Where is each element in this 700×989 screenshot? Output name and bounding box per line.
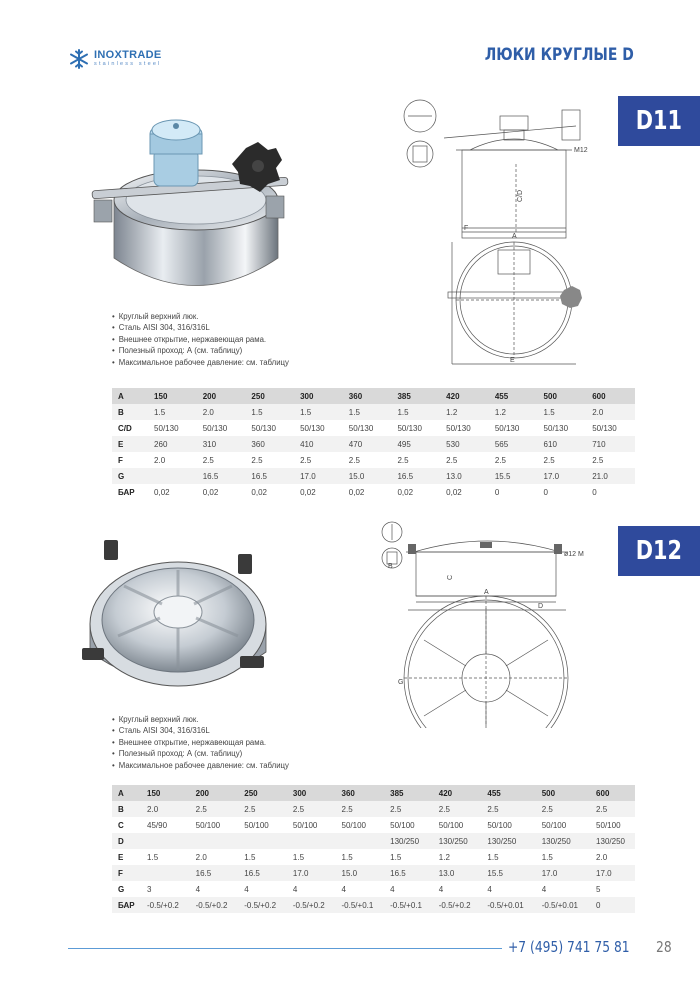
row-label-cell: G [112,468,148,484]
row-label-cell: E [118,852,124,862]
table-cell: 13.0 [440,468,489,484]
header-cell: A [112,388,148,404]
table-cell: 2.0 [154,455,166,465]
table-cell: 50/130 [300,423,325,433]
table-cell: 16.5 [245,468,294,484]
table-cell: 2.5 [202,455,214,465]
table-cell: 710 [586,436,635,452]
table-cell: 0,02 [154,487,170,497]
header-cell: 420 [433,785,482,801]
d11-technical-drawing [398,92,606,367]
table-cell: 2.5 [238,801,287,817]
table-cell: 4 [541,884,547,894]
header-cell: 150 [141,785,190,801]
table-row [112,881,635,897]
table-row [112,436,635,452]
header-cell: 500 [538,388,587,404]
list-item: • Максимальное рабочее давление: см. таблицу [112,357,289,368]
table-row [112,817,635,833]
table-cell: 2.5 [590,801,635,817]
d11-feature-list [112,311,289,368]
row-label-cell: F [118,455,123,465]
table-cell: 17.0 [536,865,590,881]
table-cell: 0,02 [397,487,414,497]
table-cell: 0,02 [446,487,462,497]
table-cell: 4 [244,884,249,894]
header-cell: 300 [287,785,336,801]
table-cell: 2.5 [251,455,263,465]
header-cell: 200 [197,388,246,404]
table-cell: 1.5 [245,404,294,420]
table-cell: -0.5/+0.2 [287,897,336,913]
list-item: • Сталь AISI 304, 316/316L [112,322,289,333]
table-cell: -0.5/+0.2 [433,897,482,913]
table-cell: 2.0 [197,404,246,420]
table-cell: 1.5 [391,404,440,420]
table-cell: 4 [292,884,298,894]
table-cell: 0,02 [300,487,316,497]
table-row [112,801,635,817]
table-cell: 130/250 [384,833,433,849]
table-cell: 13.0 [433,865,482,881]
header-cell: 360 [336,785,385,801]
table-cell: 2.5 [190,801,239,817]
list-item: • Круглый верхний люк. [112,311,289,322]
table-cell: 2.0 [596,852,608,862]
table-cell: 0 [543,487,548,497]
header-cell: 455 [481,785,535,801]
table-cell: 0,02 [202,487,219,497]
table-cell: 1.2 [440,404,489,420]
header-cell: 600 [590,785,635,801]
table-cell: 50/130 [397,423,422,433]
table-cell: 610 [538,436,587,452]
table-cell: 1.5 [292,852,305,862]
table-cell: 0 [590,897,635,913]
table-cell: 50/130 [543,423,569,433]
d12-dim-a: A [484,589,489,596]
table-cell: 50/130 [494,423,520,433]
table-cell: 3 [147,884,152,894]
table-cell: 1.5 [294,404,343,420]
d11-product-photo [86,108,306,308]
table-cell: 4 [438,884,444,894]
table-cell: 2.5 [536,801,590,817]
table-row [112,484,635,500]
row-label-cell: B [112,404,148,420]
table-cell: 2.5 [384,801,433,817]
d12-product-photo [78,524,278,708]
d11-spec-table [112,388,635,500]
list-item: • Внешнее открытие, нержавеющая рама. [112,737,289,748]
header-cell: 455 [489,388,538,404]
table-cell: 2.5 [433,801,482,817]
table-cell: 2.5 [287,801,336,817]
table-cell: -0.5/+0.1 [384,897,433,913]
table-cell: 50/130 [592,423,617,433]
table-cell: 310 [197,436,246,452]
table-row [112,404,635,420]
table-cell: 50/130 [251,423,276,433]
row-label-cell: B [112,801,141,817]
header-cell: 500 [536,785,590,801]
table-cell: 50/130 [154,423,179,433]
table-cell: 1.2 [438,852,450,862]
d12-technical-drawing [378,518,588,728]
table-header-row [112,785,635,801]
table-cell: 21.0 [586,468,635,484]
table-cell: 15.0 [343,468,392,484]
table-cell: 17.0 [590,865,635,881]
table-cell: 360 [245,436,294,452]
table-cell: 1.5 [487,852,499,862]
logo-tagline: stainless steel [94,61,162,67]
table-cell: 50/100 [244,820,269,830]
table-cell: 1.2 [489,404,538,420]
table-row [112,865,635,881]
table-cell: 4 [341,884,346,894]
table-cell: 50/100 [438,820,464,830]
table-cell: 50/100 [541,820,567,830]
d12-dim-c: C [447,574,454,580]
d12-dim-b: B [388,563,393,570]
brand-logo [68,48,162,70]
list-item: • Круглый верхний люк. [112,714,289,725]
table-cell: -0.5/+0.01 [481,897,535,913]
table-cell: 16.5 [190,865,239,881]
table-row [112,897,635,913]
d12-dim-g: G [398,679,404,686]
table-cell: 0 [592,487,597,497]
table-cell: 2.5 [336,801,385,817]
table-cell: 1.5 [390,852,402,862]
table-cell: -0.5/+0.2 [141,897,190,913]
table-cell: 1.5 [244,852,256,862]
section-tab-d12: D12 [618,526,700,576]
table-cell: 50/100 [292,820,318,830]
d12-dim-d: D [538,603,544,610]
row-label-cell: D [112,833,141,849]
header-cell: 150 [148,388,197,404]
table-cell: 2.5 [397,455,409,465]
header-cell: 385 [384,785,433,801]
table-row [112,849,635,865]
table-row [112,452,635,468]
table-cell: -0.5/+0.1 [336,897,385,913]
row-label-cell: C [118,820,124,830]
list-item: • Внешнее открытие, нержавеющая рама. [112,334,289,345]
table-cell [190,833,239,849]
row-label-cell: БАР [118,487,135,497]
d11-dim-f: F [464,225,469,232]
table-cell: 45/90 [147,820,168,830]
d11-table-body [112,404,635,500]
table-cell: 2.0 [586,404,635,420]
table-cell: 2.5 [446,455,458,465]
table-cell: 2.5 [543,455,555,465]
table-cell: 16.5 [391,468,440,484]
table-header-row [112,388,635,404]
table-cell: -0.5/+0.2 [190,897,239,913]
footer-divider [68,948,502,949]
table-cell: 5 [596,884,601,894]
table-cell: 2.5 [300,455,312,465]
row-label-cell: G [118,884,125,894]
table-cell: 4 [487,884,492,894]
table-cell: 50/130 [348,423,374,433]
d12-spec-table [112,785,635,913]
table-cell: 50/100 [596,820,621,830]
table-cell: 260 [148,436,197,452]
table-cell: 17.0 [287,865,336,881]
table-cell: 130/250 [481,833,535,849]
table-cell: 15.5 [481,865,535,881]
header-cell: 200 [190,785,239,801]
row-label-cell: E [112,436,148,452]
table-cell: 2.5 [494,455,506,465]
table-cell: 2.0 [195,852,207,862]
table-cell [141,865,190,881]
table-cell [238,833,287,849]
d12-table-body [112,801,635,913]
table-row [112,420,635,436]
table-cell: 15.0 [336,865,385,881]
d11-dim-m12: M12 [574,147,588,154]
table-cell: 1.5 [343,404,392,420]
table-cell: 16.5 [197,468,246,484]
d12-dim-e12m: ø12 M [564,551,584,558]
table-cell [148,468,197,484]
page-number: 28 [656,938,672,956]
table-cell: 50/100 [390,820,415,830]
table-cell: 130/250 [433,833,482,849]
table-cell: 50/130 [446,423,471,433]
table-cell: 1.5 [341,852,353,862]
row-label-cell: F [112,865,141,881]
footer-phone[interactable]: +7 (495) 741 75 81 [508,938,630,956]
d11-dim-cd: C/D [517,189,524,202]
table-cell: -0.5/+0.01 [536,897,590,913]
table-cell: 1.5 [147,852,159,862]
table-cell: 50/100 [195,820,221,830]
table-cell: 4 [195,884,201,894]
table-cell: 17.0 [538,468,587,484]
table-cell [287,833,336,849]
table-cell: 50/100 [341,820,366,830]
table-cell: 16.5 [238,865,287,881]
table-cell: 1.5 [541,852,553,862]
section-tab-d11: D11 [618,96,700,146]
page-title: ЛЮКИ КРУГЛЫЕ D [484,45,634,65]
table-cell: 0,02 [251,487,267,497]
table-cell: 1.5 [538,404,587,420]
table-cell: 4 [390,884,395,894]
d11-dim-a: A [512,233,517,240]
table-cell: 2.5 [348,455,360,465]
row-label-cell: БАР [112,897,141,913]
d11-dim-e: E [510,357,515,364]
list-item: • Полезный проход: А (см. таблицу) [112,345,289,356]
table-cell: 2.0 [141,801,190,817]
list-item: • Максимальное рабочее давление: см. таблицу [112,760,289,771]
table-cell: 17.0 [294,468,343,484]
table-cell: 50/100 [487,820,512,830]
header-cell: 385 [391,388,440,404]
logo-name: INOXTRADE [94,49,162,61]
table-cell: 0 [494,487,500,497]
table-cell: 495 [391,436,440,452]
header-cell: 300 [294,388,343,404]
table-cell: 2.5 [481,801,535,817]
table-cell: 565 [489,436,538,452]
header-cell: 360 [343,388,392,404]
table-cell: 15.5 [489,468,538,484]
table-cell [336,833,385,849]
table-cell: -0.5/+0.2 [238,897,287,913]
table-row [112,468,635,484]
header-cell: 250 [245,388,294,404]
row-label-cell: C/D [118,423,132,433]
table-row [112,833,635,849]
table-cell: 16.5 [384,865,433,881]
table-cell: 50/130 [202,423,228,433]
table-cell: 530 [440,436,489,452]
header-cell: 250 [238,785,287,801]
table-cell [141,833,190,849]
header-cell: 420 [440,388,489,404]
table-cell: 130/250 [536,833,590,849]
table-cell: 1.5 [148,404,197,420]
table-cell: 470 [343,436,392,452]
table-cell: 2.5 [592,455,604,465]
d12-feature-list [112,714,289,771]
table-cell: 0,02 [348,487,365,497]
header-cell: A [112,785,141,801]
table-cell: 410 [294,436,343,452]
header-cell: 600 [586,388,635,404]
table-cell: 130/250 [590,833,635,849]
list-item: • Сталь AISI 304, 316/316L [112,725,289,736]
snowflake-logo-icon [68,48,90,70]
list-item: • Полезный проход: А (см. таблицу) [112,748,289,759]
